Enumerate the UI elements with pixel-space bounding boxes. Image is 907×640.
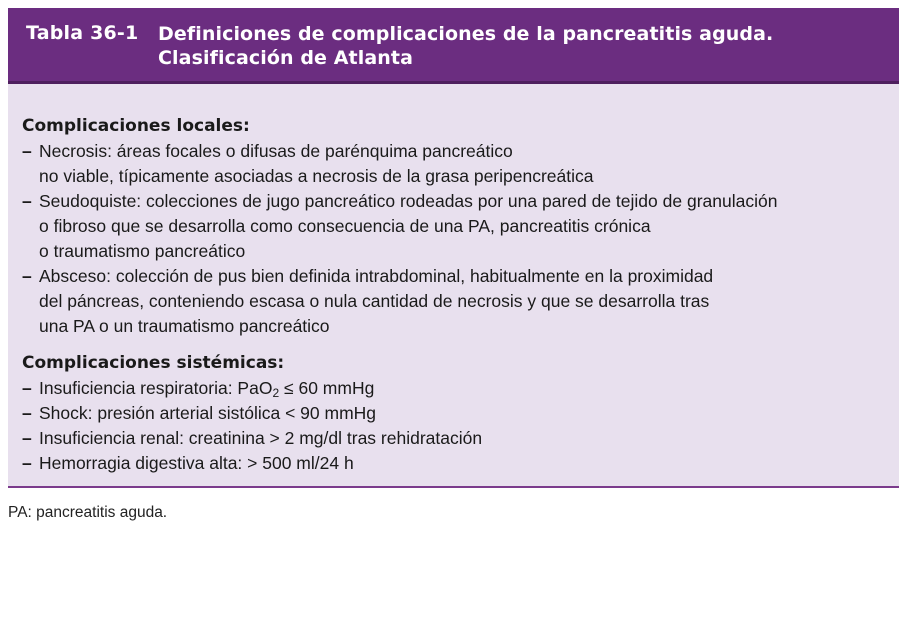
item-text-pre: Insuficiencia respiratoria: PaO <box>39 378 273 398</box>
list-item <box>22 264 885 339</box>
section-local <box>22 114 885 339</box>
item-line: del páncreas, conteniendo escasa o nula cantidad de necrosis y que se desarrolla tras <box>39 291 710 311</box>
footnote: PA: pancreatitis aguda. <box>8 504 168 521</box>
item-text-post: ≤ 60 mmHg <box>279 378 375 398</box>
dash-bullet: – <box>22 266 32 286</box>
dash-bullet: – <box>22 141 32 161</box>
item-line <box>39 376 885 401</box>
subscript: 2 <box>272 386 280 400</box>
list-item <box>22 139 885 189</box>
table-box <box>8 8 899 488</box>
table-content <box>8 84 899 476</box>
item-line: o traumatismo pancreático <box>39 241 246 261</box>
dash-bullet: – <box>22 191 32 211</box>
item-line: una PA o un traumatismo pancreático <box>39 316 330 336</box>
list-item <box>22 426 885 451</box>
list-item <box>22 401 885 426</box>
item-line: o fibroso que se desarrolla como consecuencia de una PA, pancreatitis crónica <box>39 216 651 236</box>
dash-bullet: – <box>22 428 32 448</box>
section-heading: Complicaciones sistémicas: <box>22 353 285 373</box>
dash-bullet: – <box>22 403 32 423</box>
table-header <box>8 8 899 84</box>
list-item <box>22 376 885 401</box>
dash-bullet: – <box>22 378 32 398</box>
dash-bullet: – <box>22 453 32 473</box>
item-line: no viable, típicamente asociadas a necrosis de la grasa peripencreática <box>39 166 594 186</box>
list-item <box>22 451 885 476</box>
section-heading: Complicaciones locales: <box>22 116 250 136</box>
table-title-line-2: Clasificación de Atlanta <box>158 47 413 69</box>
item-line: Seudoquiste: colecciones de jugo pancreático rodeadas por una pared de tejido de granulación <box>39 191 778 211</box>
section-systemic <box>22 351 885 476</box>
table-title <box>158 22 773 70</box>
item-line: Absceso: colección de pus bien definida intrabdominal, habitualmente en la proximidad <box>39 266 714 286</box>
item-line: Shock: presión arterial sistólica < 90 mmHg <box>39 403 377 423</box>
item-line: Insuficiencia renal: creatinina > 2 mg/dl tras rehidratación <box>39 428 483 448</box>
table-title-line-1: Definiciones de complicaciones de la pancreatitis aguda. <box>158 23 774 45</box>
item-line: Necrosis: áreas focales o difusas de parénquima pancreático <box>39 141 513 161</box>
list-item <box>22 189 885 264</box>
table-number: Tabla 36-1 <box>26 22 139 44</box>
item-line: Hemorragia digestiva alta: > 500 ml/24 h <box>39 453 354 473</box>
